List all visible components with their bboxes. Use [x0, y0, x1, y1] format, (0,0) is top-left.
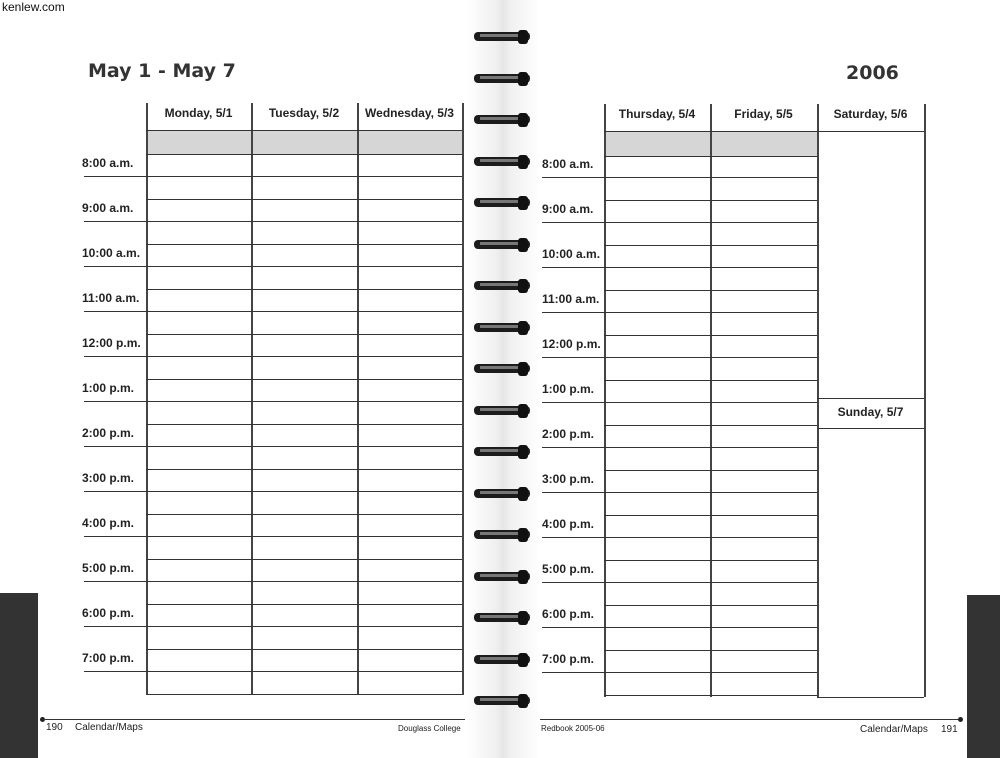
half-hour-rule — [604, 650, 817, 651]
left-footer-page-number: 190 — [46, 722, 63, 733]
binding-coil — [472, 526, 532, 544]
hour-rule — [542, 447, 817, 448]
grid-top-rule — [146, 154, 462, 155]
column-divider — [924, 104, 926, 697]
hour-rule — [542, 537, 817, 538]
time-label: 9:00 a.m. — [542, 202, 594, 216]
time-label: 5:00 p.m. — [82, 561, 135, 575]
time-label: 5:00 p.m. — [542, 562, 595, 576]
time-label: 2:00 p.m. — [542, 427, 595, 441]
hour-rule — [84, 221, 462, 222]
binding-coil — [472, 609, 532, 627]
time-label: 6:00 p.m. — [542, 607, 595, 621]
half-hour-rule — [604, 425, 817, 426]
time-label: 4:00 p.m. — [82, 516, 135, 530]
day-header: Thursday, 5/4 — [618, 107, 696, 121]
hour-rule — [84, 581, 462, 582]
binding-coil — [472, 443, 532, 461]
binding-coil — [472, 568, 532, 586]
binding-coil — [472, 153, 532, 171]
hour-rule — [542, 177, 817, 178]
hour-rule — [542, 492, 817, 493]
binding-coil — [472, 111, 532, 129]
time-label: 6:00 p.m. — [82, 606, 135, 620]
half-hour-rule — [604, 335, 817, 336]
hour-rule — [542, 267, 817, 268]
hour-rule — [542, 402, 817, 403]
hour-rule — [542, 582, 817, 583]
half-hour-rule — [146, 694, 462, 695]
day-header: Friday, 5/5 — [734, 107, 793, 121]
binding-coil — [472, 236, 532, 254]
right-footer-dot — [958, 717, 963, 722]
right-footer-rule — [540, 719, 960, 720]
time-label: 12:00 p.m. — [542, 337, 601, 351]
time-label: 10:00 a.m. — [82, 246, 141, 260]
half-hour-rule — [146, 289, 462, 290]
column-divider — [817, 104, 819, 697]
hour-rule — [542, 357, 817, 358]
column-divider — [146, 103, 148, 695]
time-label: 7:00 p.m. — [82, 651, 135, 665]
column-divider — [462, 103, 464, 695]
time-label: 9:00 a.m. — [82, 201, 134, 215]
binding-coil — [472, 28, 532, 46]
column-divider — [710, 104, 712, 697]
year-title: 2006 — [846, 62, 899, 84]
half-hour-rule — [604, 200, 817, 201]
hour-rule — [84, 356, 462, 357]
time-label: 3:00 p.m. — [542, 472, 595, 486]
header-rule — [604, 131, 817, 132]
weekend-rule — [817, 131, 924, 132]
half-hour-rule — [604, 560, 817, 561]
half-hour-rule — [604, 380, 817, 381]
binding-coil — [472, 277, 532, 295]
time-label: 3:00 p.m. — [82, 471, 135, 485]
column-divider — [251, 103, 253, 695]
right-footer-section: Calendar/Maps — [860, 724, 928, 735]
half-hour-rule — [604, 245, 817, 246]
time-label: 4:00 p.m. — [542, 517, 595, 531]
time-label: 1:00 p.m. — [82, 381, 135, 395]
time-label: 8:00 a.m. — [82, 156, 134, 170]
binding-coil — [472, 651, 532, 669]
binding-coil — [472, 485, 532, 503]
left-footer-college: Douglass College — [398, 724, 461, 733]
grid-top-rule — [604, 156, 817, 157]
week-range-title: May 1 - May 7 — [88, 60, 236, 82]
hour-rule — [84, 266, 462, 267]
half-hour-rule — [146, 649, 462, 650]
half-hour-rule — [604, 605, 817, 606]
half-hour-rule — [604, 515, 817, 516]
half-hour-rule — [146, 469, 462, 470]
left-footer-rule — [43, 719, 465, 720]
allday-band — [148, 130, 251, 154]
time-label: 11:00 a.m. — [542, 292, 600, 306]
allday-band — [253, 130, 357, 154]
binding-coil — [472, 319, 532, 337]
time-label: 1:00 p.m. — [542, 382, 595, 396]
hour-rule — [542, 627, 817, 628]
binding-coil — [472, 692, 532, 710]
column-divider — [604, 104, 606, 697]
half-hour-rule — [604, 470, 817, 471]
hour-rule — [84, 446, 462, 447]
half-hour-rule — [146, 379, 462, 380]
half-hour-rule — [146, 334, 462, 335]
binding-coil — [472, 70, 532, 88]
time-label: 12:00 p.m. — [82, 336, 141, 350]
right-footer-redbook: Redbook 2005-06 — [541, 724, 605, 733]
right-edge-tab — [967, 595, 1000, 758]
sunday-header: Sunday, 5/7 — [837, 405, 904, 419]
watermark-text: kenlew.com — [2, 0, 65, 14]
left-edge-tab — [0, 593, 38, 758]
time-label: 11:00 a.m. — [82, 291, 140, 305]
binding-coil — [472, 194, 532, 212]
hour-rule — [542, 672, 817, 673]
weekend-split-rule — [817, 398, 924, 399]
hour-rule — [84, 311, 462, 312]
hour-rule — [542, 222, 817, 223]
header-rule — [146, 130, 462, 131]
hour-rule — [84, 536, 462, 537]
allday-band — [606, 131, 710, 156]
half-hour-rule — [604, 695, 817, 696]
left-footer-section: Calendar/Maps — [75, 722, 143, 733]
half-hour-rule — [604, 290, 817, 291]
half-hour-rule — [146, 559, 462, 560]
allday-band — [712, 131, 817, 156]
time-label: 8:00 a.m. — [542, 157, 594, 171]
day-header: Tuesday, 5/2 — [268, 106, 340, 120]
day-header: Wednesday, 5/3 — [365, 106, 454, 120]
time-label: 2:00 p.m. — [82, 426, 135, 440]
half-hour-rule — [146, 604, 462, 605]
half-hour-rule — [146, 514, 462, 515]
half-hour-rule — [146, 199, 462, 200]
day-header: Monday, 5/1 — [164, 106, 233, 120]
time-label: 7:00 p.m. — [542, 652, 595, 666]
hour-rule — [84, 626, 462, 627]
column-divider — [357, 103, 359, 695]
hour-rule — [84, 176, 462, 177]
time-label: 10:00 a.m. — [542, 247, 601, 261]
half-hour-rule — [146, 424, 462, 425]
hour-rule — [84, 671, 462, 672]
hour-rule — [542, 312, 817, 313]
saturday-header: Saturday, 5/6 — [833, 107, 908, 121]
allday-band — [359, 130, 462, 154]
weekend-bottom-rule — [817, 697, 924, 698]
half-hour-rule — [146, 244, 462, 245]
right-footer-page-number: 191 — [941, 724, 958, 735]
hour-rule — [84, 401, 462, 402]
weekend-rule — [817, 428, 924, 429]
hour-rule — [84, 491, 462, 492]
binding-coil — [472, 360, 532, 378]
binding-coil — [472, 402, 532, 420]
